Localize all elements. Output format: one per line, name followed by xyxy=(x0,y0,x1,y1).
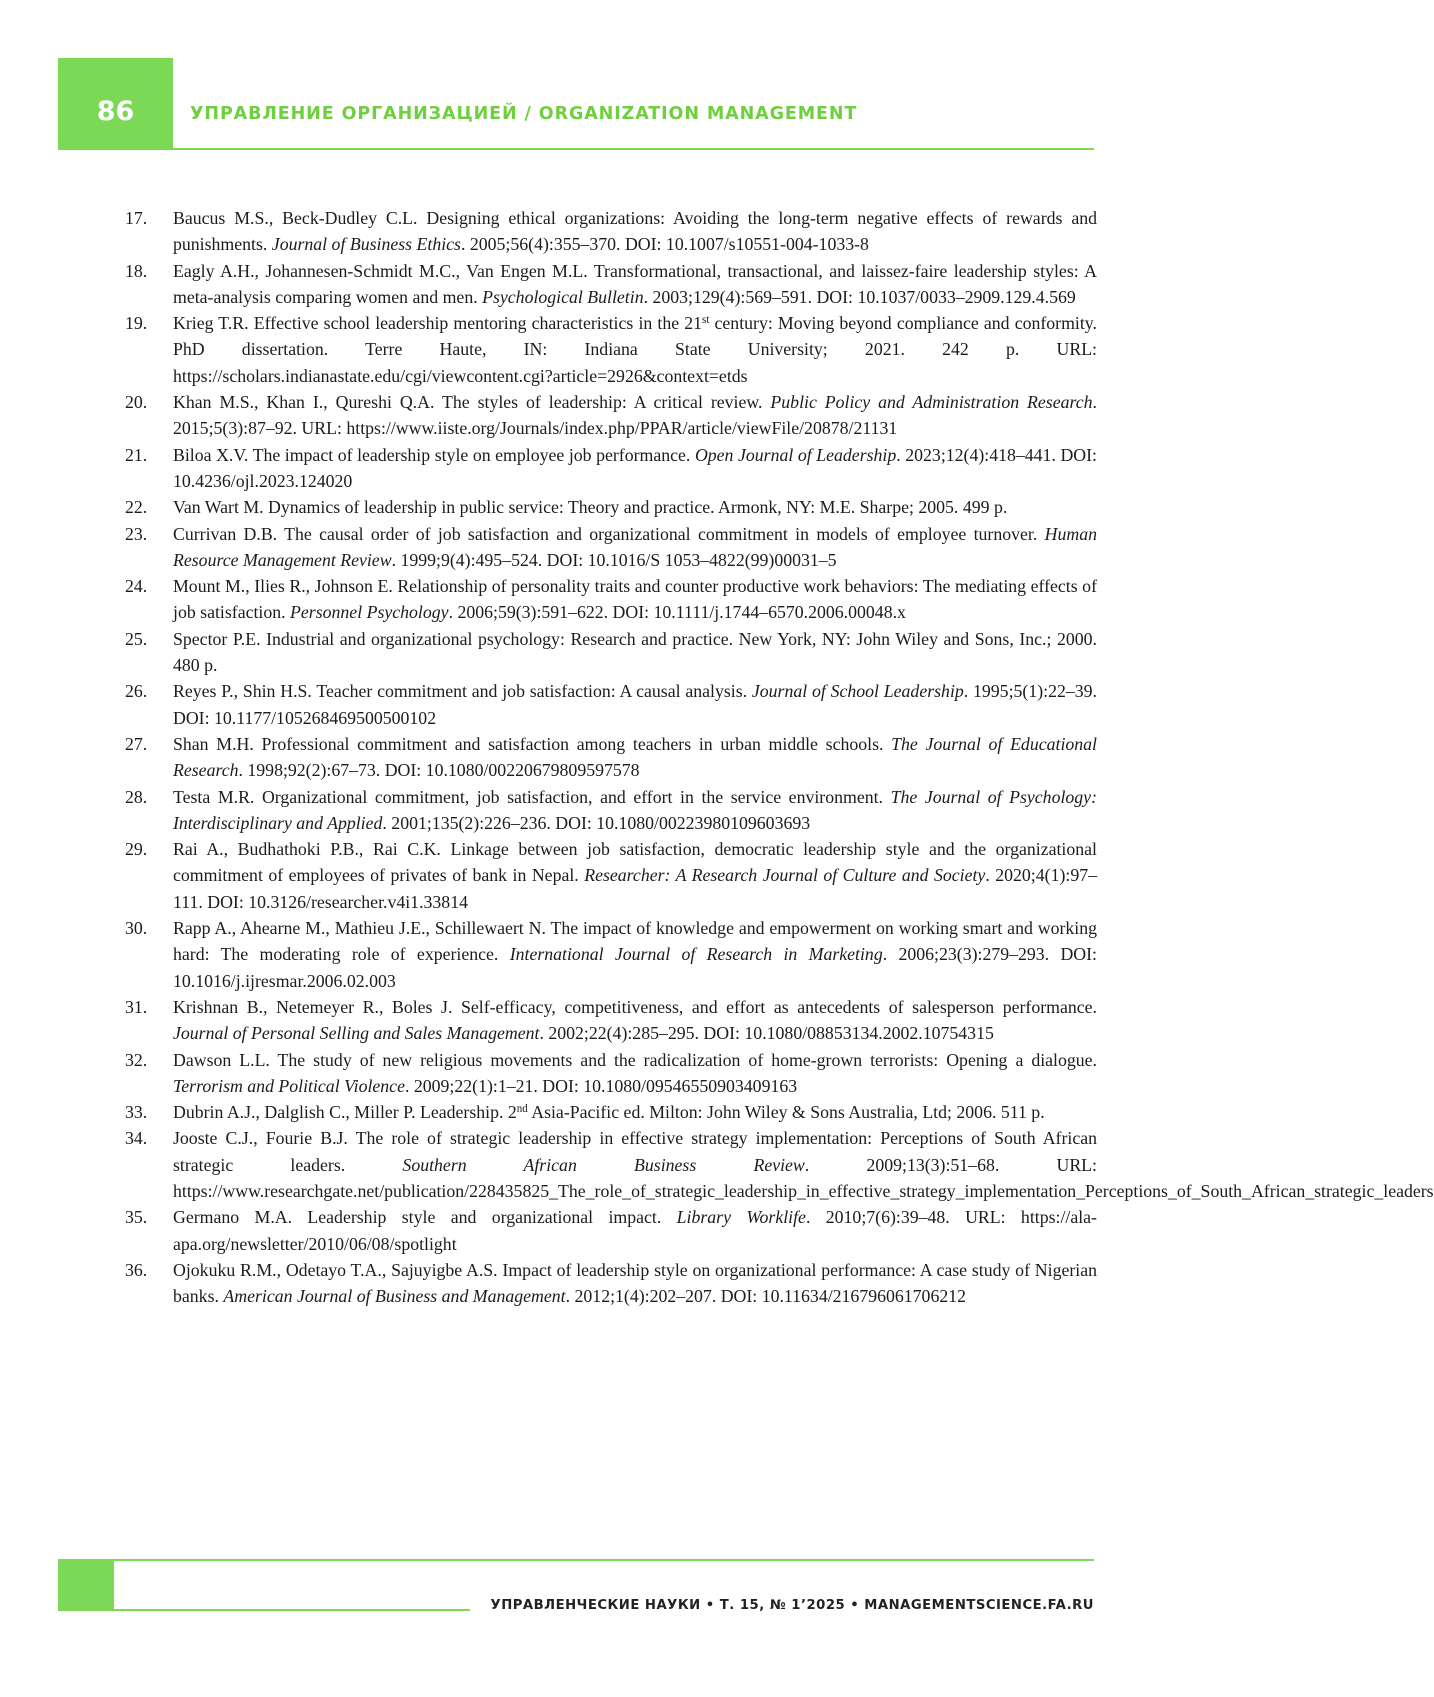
reference-item xyxy=(125,836,1097,915)
reference-segment: century: Moving beyond compliance and conformity. PhD dissertation. Terre Haute, IN: Indiana State University; 2021. 242 p. URL: https://scholars.indianastate.edu/cgi/viewcontent.cgi?article=2926&context=etds xyxy=(173,313,1097,386)
reference-text xyxy=(173,261,1097,307)
reference-number: 17. xyxy=(125,208,148,228)
reference-text xyxy=(173,524,1097,570)
reference-segment: . 2005;56(4):355–370. DOI: 10.1007/s10551-004-1033-8 xyxy=(460,234,869,255)
reference-text xyxy=(173,1128,1434,1201)
reference-item xyxy=(125,494,1097,520)
reference-segment: Shan M.H. Professional commitment and satisfaction among teachers in urban middle schools. xyxy=(173,733,892,754)
reference-journal-title: American Journal of Business and Management xyxy=(223,1286,566,1307)
reference-number: 18. xyxy=(125,260,148,281)
reference-segment: Jooste C.J., Fourie B.J. The role of strategic leadership in effective strategy implementation: Perceptions of South African strategic leaders. xyxy=(173,1128,1097,1175)
reference-journal-title: Southern African Business Review xyxy=(402,1154,805,1175)
reference-segment: Reyes P., Shin H.S. Teacher commitment and job satisfaction: A causal analysis. xyxy=(173,681,752,702)
footer-rule-bottom xyxy=(58,1609,470,1611)
reference-journal-title: Researcher: A Research Journal of Culture and Society xyxy=(584,865,986,886)
reference-segment: Rai A., Budhathoki P.B., Rai C.K. Linkage between job satisfaction, democratic leadership style and the organizational commitment of employees of privates of bank in Nepal. xyxy=(173,839,1097,886)
reference-text xyxy=(173,313,1097,386)
footer-rule-top xyxy=(58,1559,1094,1561)
reference-item xyxy=(125,1099,1097,1125)
reference-segment: . 2003;129(4):569–591. DOI: 10.1037/0033–2909.129.4.569 xyxy=(643,286,1076,307)
reference-text xyxy=(173,445,1097,491)
reference-item xyxy=(125,678,1097,731)
header-rule xyxy=(58,148,1094,150)
reference-list xyxy=(125,205,1434,1309)
reference-journal-title: International Journal of Research in Marketing xyxy=(509,944,883,965)
reference-item xyxy=(125,1257,1097,1310)
reference-number: 25. xyxy=(125,628,148,649)
reference-text xyxy=(173,1207,1097,1253)
reference-item xyxy=(125,310,1097,389)
reference-segment: Spector P.E. Industrial and organizational psychology: Research and practice. New York, NY: John Wiley and Sons, Inc.; 2000. 480 p. xyxy=(173,628,1097,676)
reference-segment: Asia-Pacific ed. Milton: John Wiley & Sons Australia, Ltd; 2006. 511 p. xyxy=(527,1102,1045,1123)
footer-green-block xyxy=(58,1559,114,1611)
reference-segment: Khan M.S., Khan I., Qureshi Q.A. The styles of leadership: A critical review. xyxy=(173,392,771,413)
reference-item xyxy=(125,521,1097,574)
reference-segment: . 2009;22(1):1–21. DOI: 10.1080/09546550903409163 xyxy=(404,1075,798,1096)
reference-segment: . 2001;135(2):226–236. DOI: 10.1080/00223980109603693 xyxy=(382,812,811,833)
reference-text xyxy=(173,681,1097,727)
reference-item xyxy=(125,1204,1097,1257)
page-number: 86 xyxy=(96,96,135,127)
reference-segment: Van Wart M. Dynamics of leadership in public service: Theory and practice. Armonk, NY: M.E. Sharpe; 2005. 499 p. xyxy=(173,497,1008,518)
reference-number: 35. xyxy=(125,1207,148,1228)
reference-number: 26. xyxy=(125,681,148,702)
reference-segment: Mount M., Ilies R., Johnson E. Relationship of personality traits and counter productive work behaviors: The mediating effects of job satisfaction. xyxy=(173,576,1097,623)
reference-segment: Eagly A.H., Johannesen-Schmidt M.C., Van Engen M.L. Transformational, transactional, and laissez-faire leadership styles: A meta-analysis comparing women and men. xyxy=(173,260,1097,307)
reference-item xyxy=(125,784,1097,837)
reference-journal-title: Library Worklife xyxy=(676,1207,806,1228)
reference-item xyxy=(125,994,1097,1047)
reference-text xyxy=(173,392,1097,438)
reference-segment: . 2009;13(3):51–68. URL: https://www.researchgate.net/publication/228435825_The_role_of_strategic_leadership_in_effective_strategy_implementation_Perceptions_of_South_African_strategic_leaders xyxy=(173,1154,1434,1201)
reference-segment: . 1999;9(4):495–524. DOI: 10.1016/S 1053–4822(99)00031–5 xyxy=(391,549,837,570)
reference-journal-title: The Journal of Psychology: Interdisciplinary and Applied xyxy=(173,786,1097,833)
reference-item xyxy=(125,205,1097,258)
reference-text xyxy=(173,997,1097,1043)
reference-segment: Dubrin A.J., Dalglish C., Miller P. Leadership. 2 xyxy=(173,1102,517,1123)
reference-item xyxy=(125,1125,1434,1204)
reference-number: 21. xyxy=(125,444,148,465)
reference-segment: . 2010;7(6):39–48. URL: https://ala-apa.org/newsletter/2010/06/08/spotlight xyxy=(173,1207,1097,1254)
reference-segment: . 2002;22(4):285–295. DOI: 10.1080/08853134.2002.10754315 xyxy=(539,1023,994,1044)
reference-text xyxy=(173,1260,1097,1306)
reference-segment: . 2023;12(4):418–441. DOI: 10.4236/ojl.2023.124020 xyxy=(173,444,1097,491)
reference-text xyxy=(173,497,1007,517)
reference-journal-title: Psychological Bulletin xyxy=(482,286,644,307)
reference-segment: . 1998;92(2):67–73. DOI: 10.1080/00220679809597578 xyxy=(238,760,640,781)
reference-superscript: nd xyxy=(516,1103,528,1116)
reference-segment: Germano M.A. Leadership style and organizational impact. xyxy=(173,1207,677,1228)
reference-journal-title: Human Resource Management Review xyxy=(173,523,1097,570)
reference-text xyxy=(173,787,1097,833)
reference-journal-title: The Journal of Educational Research xyxy=(173,733,1097,781)
reference-segment: Krieg T.R. Effective school leadership mentoring characteristics in the 21 xyxy=(173,313,703,334)
reference-segment: . 2020;4(1):97–111. DOI: 10.3126/researcher.v4i1.33814 xyxy=(173,865,1097,912)
reference-text xyxy=(173,1102,1045,1122)
reference-text xyxy=(173,734,1097,780)
reference-item xyxy=(125,573,1097,626)
reference-segment: Rapp A., Ahearne M., Mathieu J.E., Schillewaert N. The impact of knowledge and empowerment on working smart and working hard: The moderating role of experience. xyxy=(173,918,1097,965)
reference-number: 34. xyxy=(125,1128,148,1149)
reference-number: 22. xyxy=(125,497,148,518)
journal-footer: УПРАВЛЕНЧЕСКИЕ НАУКИ • Т. 15, № 1’2025 • MANAGEMENTSCIENCE.FA.RU xyxy=(490,1598,1094,1613)
reference-number: 31. xyxy=(125,996,148,1017)
reference-number: 23. xyxy=(125,523,148,544)
reference-number: 29. xyxy=(125,839,148,860)
reference-item xyxy=(125,626,1097,679)
reference-journal-title: Open Journal of Leadership xyxy=(694,444,897,465)
reference-segment: Baucus M.S., Beck-Dudley C.L. Designing ethical organizations: Avoiding the long-term negative effects of rewards and punishments. xyxy=(173,208,1097,255)
reference-item xyxy=(125,442,1097,495)
reference-number: 30. xyxy=(125,918,148,939)
reference-number: 32. xyxy=(125,1049,148,1070)
reference-segment: Testa M.R. Organizational commitment, job satisfaction, and effort in the service environment. xyxy=(173,786,891,807)
reference-item xyxy=(125,389,1097,442)
reference-number: 24. xyxy=(125,576,148,597)
reference-segment: Currivan D.B. The causal order of job satisfaction and organizational commitment in models of employee turnover. xyxy=(173,523,1045,544)
reference-text xyxy=(173,918,1097,991)
reference-number: 20. xyxy=(125,392,148,413)
reference-number: 19. xyxy=(125,313,148,334)
reference-segment: Dawson L.L. The study of new religious movements and the radicalization of home-grown terrorists: Opening a dialogue. xyxy=(173,1049,1097,1070)
reference-text xyxy=(173,208,1097,254)
reference-segment: Ojokuku R.M., Odetayo T.A., Sajuyigbe A.S. Impact of leadership style on organizational performance: A case study of Nigerian banks. xyxy=(173,1259,1097,1307)
reference-journal-title: Personnel Psychology xyxy=(290,602,449,623)
reference-superscript: st xyxy=(702,314,710,327)
reference-journal-title: Journal of School Leadership xyxy=(751,681,964,702)
reference-segment: . 2015;5(3):87–92. URL: https://www.iiste.org/Journals/index.php/PPAR/article/viewFile/20878/21131 xyxy=(173,392,1097,439)
reference-segment: Biloa X.V. The impact of leadership style on employee job performance. xyxy=(173,444,695,465)
reference-segment: . 2006;23(3):279–293. DOI: 10.1016/j.ijresmar.2006.02.003 xyxy=(173,944,1097,991)
reference-number: 27. xyxy=(125,733,148,754)
reference-segment: Krishnan B., Netemeyer R., Boles J. Self-efficacy, competitiveness, and effort as antecedents of salesperson performance. xyxy=(173,996,1097,1017)
reference-segment: . 2006;59(3):591–622. DOI: 10.1111/j.1744–6570.2006.00048.x xyxy=(448,602,906,623)
reference-text xyxy=(173,629,1097,675)
reference-number: 36. xyxy=(125,1259,148,1280)
reference-text xyxy=(173,839,1097,912)
reference-segment: . 2012;1(4):202–207. DOI: 10.11634/216796061706212 xyxy=(565,1286,967,1307)
reference-journal-title: Journal of Business Ethics xyxy=(271,234,461,255)
reference-number: 33. xyxy=(125,1102,148,1123)
reference-text xyxy=(173,576,1097,622)
reference-journal-title: Terrorism and Political Violence xyxy=(173,1075,405,1096)
reference-number: 28. xyxy=(125,786,148,807)
reference-journal-title: Public Policy and Administration Research xyxy=(770,392,1093,413)
section-title: УПРАВЛЕНИЕ ОРГАНИЗАЦИЕЙ / ORGANIZATION MANAGEMENT xyxy=(190,104,858,124)
reference-segment: . 1995;5(1):22–39. DOI: 10.1177/105268469500500102 xyxy=(173,681,1097,728)
reference-item xyxy=(125,915,1097,994)
reference-text xyxy=(173,1050,1097,1096)
reference-item xyxy=(125,258,1097,311)
reference-item xyxy=(125,1047,1097,1100)
reference-journal-title: Journal of Personal Selling and Sales Management xyxy=(173,1023,540,1044)
reference-item xyxy=(125,731,1097,784)
